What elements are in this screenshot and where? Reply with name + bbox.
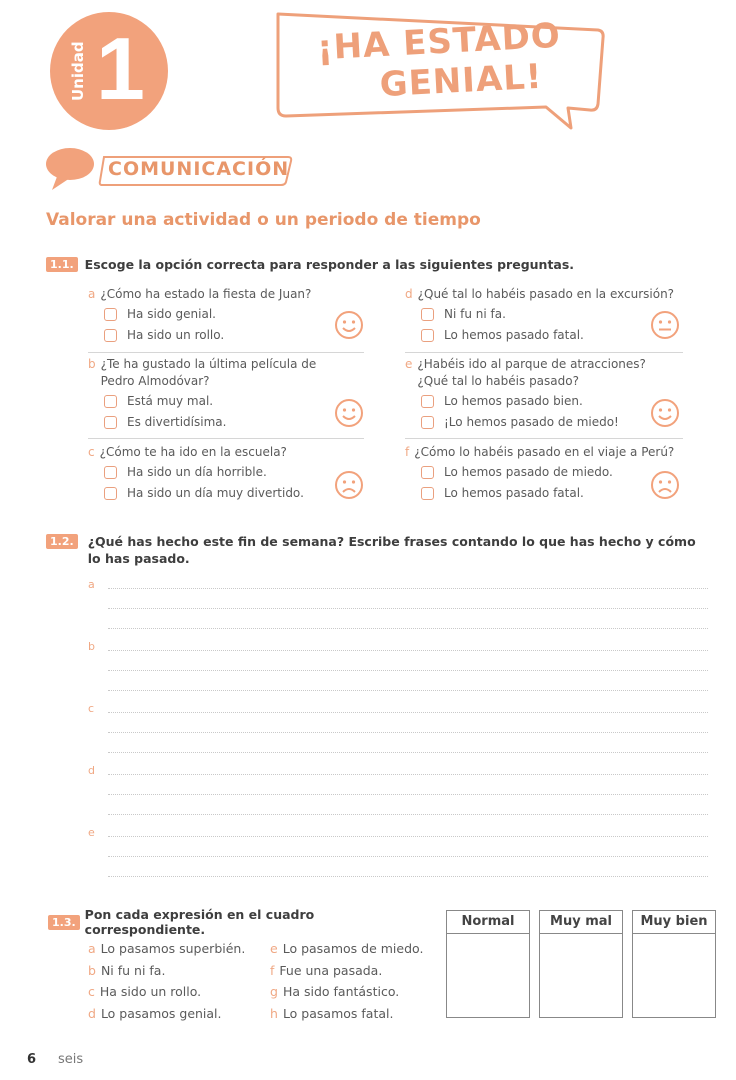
option-label: Lo hemos pasado fatal.	[444, 328, 584, 342]
item-letter: b	[88, 962, 96, 978]
item-letter: e	[405, 357, 413, 371]
item-letter: a	[88, 941, 96, 956]
question-text: ¿Cómo te ha ido en la escuela?	[99, 445, 287, 459]
line-letter: a	[88, 578, 95, 591]
checkbox[interactable]	[104, 329, 117, 342]
checkbox[interactable]	[104, 487, 117, 500]
item-letter: d	[405, 287, 413, 301]
item-letter: b	[88, 357, 96, 371]
exercise-2-header	[46, 533, 706, 567]
expression-text: Lo pasamos superbién.	[100, 941, 246, 956]
exercise-badge: 1.1.	[46, 257, 78, 272]
writing-line[interactable]	[108, 608, 708, 609]
happy-face-icon	[334, 310, 364, 340]
sad-face-icon	[650, 470, 680, 500]
item-letter: h	[270, 1005, 278, 1021]
writing-line[interactable]	[108, 836, 708, 837]
option-label: Ha sido genial.	[127, 307, 216, 321]
writing-line[interactable]	[108, 856, 708, 857]
section-label: COMUNICACIÓN	[108, 158, 290, 180]
question-text: ¿Te ha gustado la última película de Pedro Almodóvar?	[100, 357, 317, 388]
question-text: ¿Cómo ha estado la fiesta de Juan?	[100, 287, 312, 301]
exercise-3-header	[48, 907, 438, 937]
writing-line[interactable]	[108, 814, 708, 815]
writing-line[interactable]	[108, 876, 708, 877]
expression-text: Fue una pasada.	[279, 962, 383, 978]
exercise-instruction: ¿Qué has hecho este fin de semana? Escribe frases contando lo que has hecho y cómo lo has pasado.	[87, 534, 696, 566]
happy-face-icon	[650, 398, 680, 428]
divider	[88, 352, 364, 353]
expression-item	[88, 938, 266, 960]
line-letter: c	[88, 702, 95, 715]
expression-list-right	[270, 938, 440, 1024]
box-muy-bien[interactable]	[632, 910, 716, 1018]
expression-item	[88, 1003, 266, 1025]
checkbox[interactable]	[421, 329, 434, 342]
question-text: ¿Habéis ido al parque de atracciones? ¿Qué tal lo habéis pasado?	[417, 357, 646, 388]
option-label: Ha sido un rollo.	[127, 328, 225, 342]
item-letter: g	[270, 984, 278, 999]
item-letter: f	[270, 962, 275, 978]
page-number-word: seis	[58, 1052, 84, 1067]
exercise-instruction: Pon cada expresión en el cuadro correspondiente.	[84, 907, 315, 937]
question-text: ¿Qué tal lo habéis pasado en la excursión?	[417, 287, 675, 301]
checkbox[interactable]	[104, 416, 117, 429]
item-letter: a	[88, 287, 96, 301]
checkbox[interactable]	[421, 466, 434, 479]
item-letter: f	[405, 445, 410, 459]
expression-item	[270, 981, 440, 1003]
page-title-line2: GENIAL!	[378, 56, 544, 106]
option-label: Lo hemos pasado fatal.	[444, 486, 584, 500]
checkbox[interactable]	[421, 487, 434, 500]
page-title	[288, 14, 592, 110]
writing-line[interactable]	[108, 650, 708, 651]
writing-line[interactable]	[108, 732, 708, 733]
expression-text: Lo pasamos genial.	[100, 1005, 222, 1021]
line-letter: d	[88, 764, 95, 777]
subtitle: Valorar una actividad o un periodo de tiempo	[46, 210, 481, 230]
box-normal[interactable]	[446, 910, 530, 1018]
writing-line[interactable]	[108, 690, 708, 691]
expression-text: Lo pasamos fatal.	[282, 1005, 394, 1021]
option-label: Ni fu ni fa.	[444, 307, 506, 321]
item-letter: e	[270, 941, 278, 956]
exercise-1-header	[46, 257, 706, 272]
option-label: ¡Lo hemos pasado de miedo!	[444, 415, 619, 429]
expression-text: Ha sido fantástico.	[282, 984, 400, 999]
box-muy-mal[interactable]	[539, 910, 623, 1018]
question-text: ¿Cómo lo habéis pasado en el viaje a Perú?	[414, 445, 675, 459]
checkbox[interactable]	[421, 308, 434, 321]
box-heading: Muy mal	[540, 911, 622, 934]
expression-item	[270, 938, 440, 960]
writing-line[interactable]	[108, 774, 708, 775]
option-label: Es divertidísima.	[127, 415, 227, 429]
checkbox[interactable]	[104, 466, 117, 479]
item-letter: d	[88, 1005, 96, 1021]
unit-label: Unidad	[69, 41, 87, 101]
expression-item	[270, 960, 440, 982]
box-heading: Normal	[447, 911, 529, 934]
option-label: Lo hemos pasado bien.	[444, 394, 583, 408]
checkbox[interactable]	[104, 308, 117, 321]
expression-text: Ha sido un rollo.	[99, 984, 202, 999]
divider	[405, 352, 683, 353]
divider	[88, 438, 364, 439]
writing-line[interactable]	[108, 752, 708, 753]
option-label: Está muy mal.	[127, 394, 214, 408]
writing-line[interactable]	[108, 670, 708, 671]
writing-line[interactable]	[108, 712, 708, 713]
checkbox[interactable]	[104, 395, 117, 408]
line-letter: e	[88, 826, 95, 839]
exercise-instruction: Escoge la opción correcta para responder a las siguientes preguntas.	[84, 257, 575, 272]
expression-text: Lo pasamos de miedo.	[282, 941, 424, 956]
writing-line[interactable]	[108, 588, 708, 589]
divider	[405, 438, 683, 439]
page-title-line1: ¡HA ESTADO	[316, 15, 562, 69]
unit-number: 1	[96, 19, 145, 118]
exercise-badge: 1.2.	[46, 534, 78, 549]
option-label: Lo hemos pasado de miedo.	[444, 465, 613, 479]
line-letter: b	[88, 640, 95, 653]
neutral-face-icon	[650, 310, 680, 340]
expression-list-left	[88, 938, 266, 1024]
item-letter: c	[88, 445, 95, 459]
checkbox[interactable]	[421, 416, 434, 429]
speech-bubble-icon	[44, 146, 100, 192]
writing-line[interactable]	[108, 628, 708, 629]
expression-item	[270, 1003, 440, 1025]
sad-face-icon	[334, 470, 364, 500]
exercise-badge: 1.3.	[48, 915, 80, 930]
expression-text: Ni fu ni fa.	[100, 962, 166, 978]
expression-item	[88, 981, 266, 1003]
option-label: Ha sido un día muy divertido.	[127, 486, 304, 500]
page-number: 6	[27, 1052, 37, 1067]
option-label: Ha sido un día horrible.	[127, 465, 267, 479]
happy-face-icon	[334, 398, 364, 428]
box-heading: Muy bien	[633, 911, 715, 934]
item-letter: c	[88, 984, 95, 999]
expression-item	[88, 960, 266, 982]
checkbox[interactable]	[421, 395, 434, 408]
writing-line[interactable]	[108, 794, 708, 795]
